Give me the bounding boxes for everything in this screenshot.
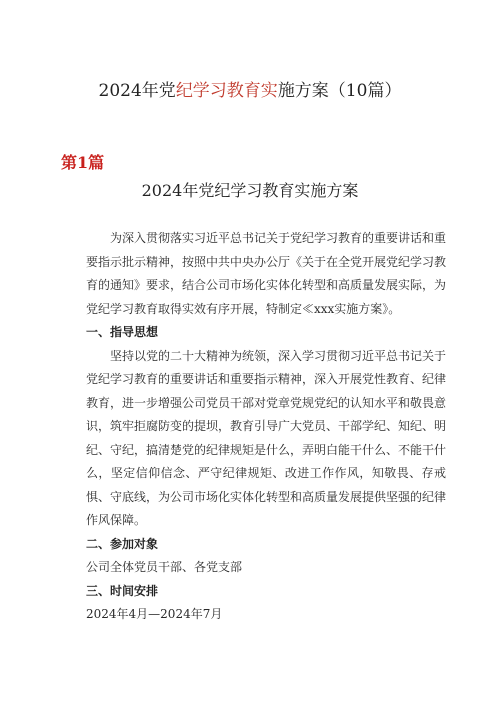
document-title-prefix: 2024年党: [98, 81, 176, 101]
document-title: [0, 76, 500, 101]
section-heading-schedule: 三、时间安排: [86, 583, 159, 598]
document-body: [86, 227, 446, 627]
schedule-text: 2024年4月—2024年7月: [86, 607, 223, 621]
intro-paragraph: 为深入贯彻落实习近平总书记关于党纪学习教育的重要讲话和重要指示批示精神，按照中共中央办公厅《关于在全党开展党纪学习教育的通知》要求，结合公司市场化实体化转型和高质量发展实际，为党纪学习教育取得实效有序开展，特制定≪xxx实施方案》。: [86, 231, 447, 316]
section-heading-participants: 二、参加对象: [86, 536, 159, 551]
participants-text: 公司全体党员干部、各党支部: [86, 560, 243, 574]
document-title-suffix: 施方案（10篇）: [277, 81, 402, 101]
section-heading-guiding-ideology: 一、指导思想: [86, 325, 159, 339]
chapter-label: 第1篇: [61, 153, 105, 172]
guiding-ideology-paragraph: 坚持以党的二十大精神为统领，深入学习贯彻习近平总书记关于党纪学习教育的重要讲话和重要指示精神，深入开展党性教育、纪律教育，进一步增强公司党员干部对党章党规党纪的认知水平和敬畏意识，筑牢拒腐防变的提坝，教育引导广大党员、干部学纪、知纪、明纪、守纪，搞清楚党的纪律规矩是什么，弄明白能干什么、不能干什么，坚定信仰信念、严守纪律规矩、改进工作作风，知敬畏、存戒惧、守底线，为公司市场化实体化转型和高质量发展提供坚强的纪律作风保障。: [86, 348, 447, 527]
document-title-highlight: 纪学习教育实: [175, 81, 278, 101]
chapter-title: 2024年党纪学习教育实施方案: [141, 181, 359, 200]
